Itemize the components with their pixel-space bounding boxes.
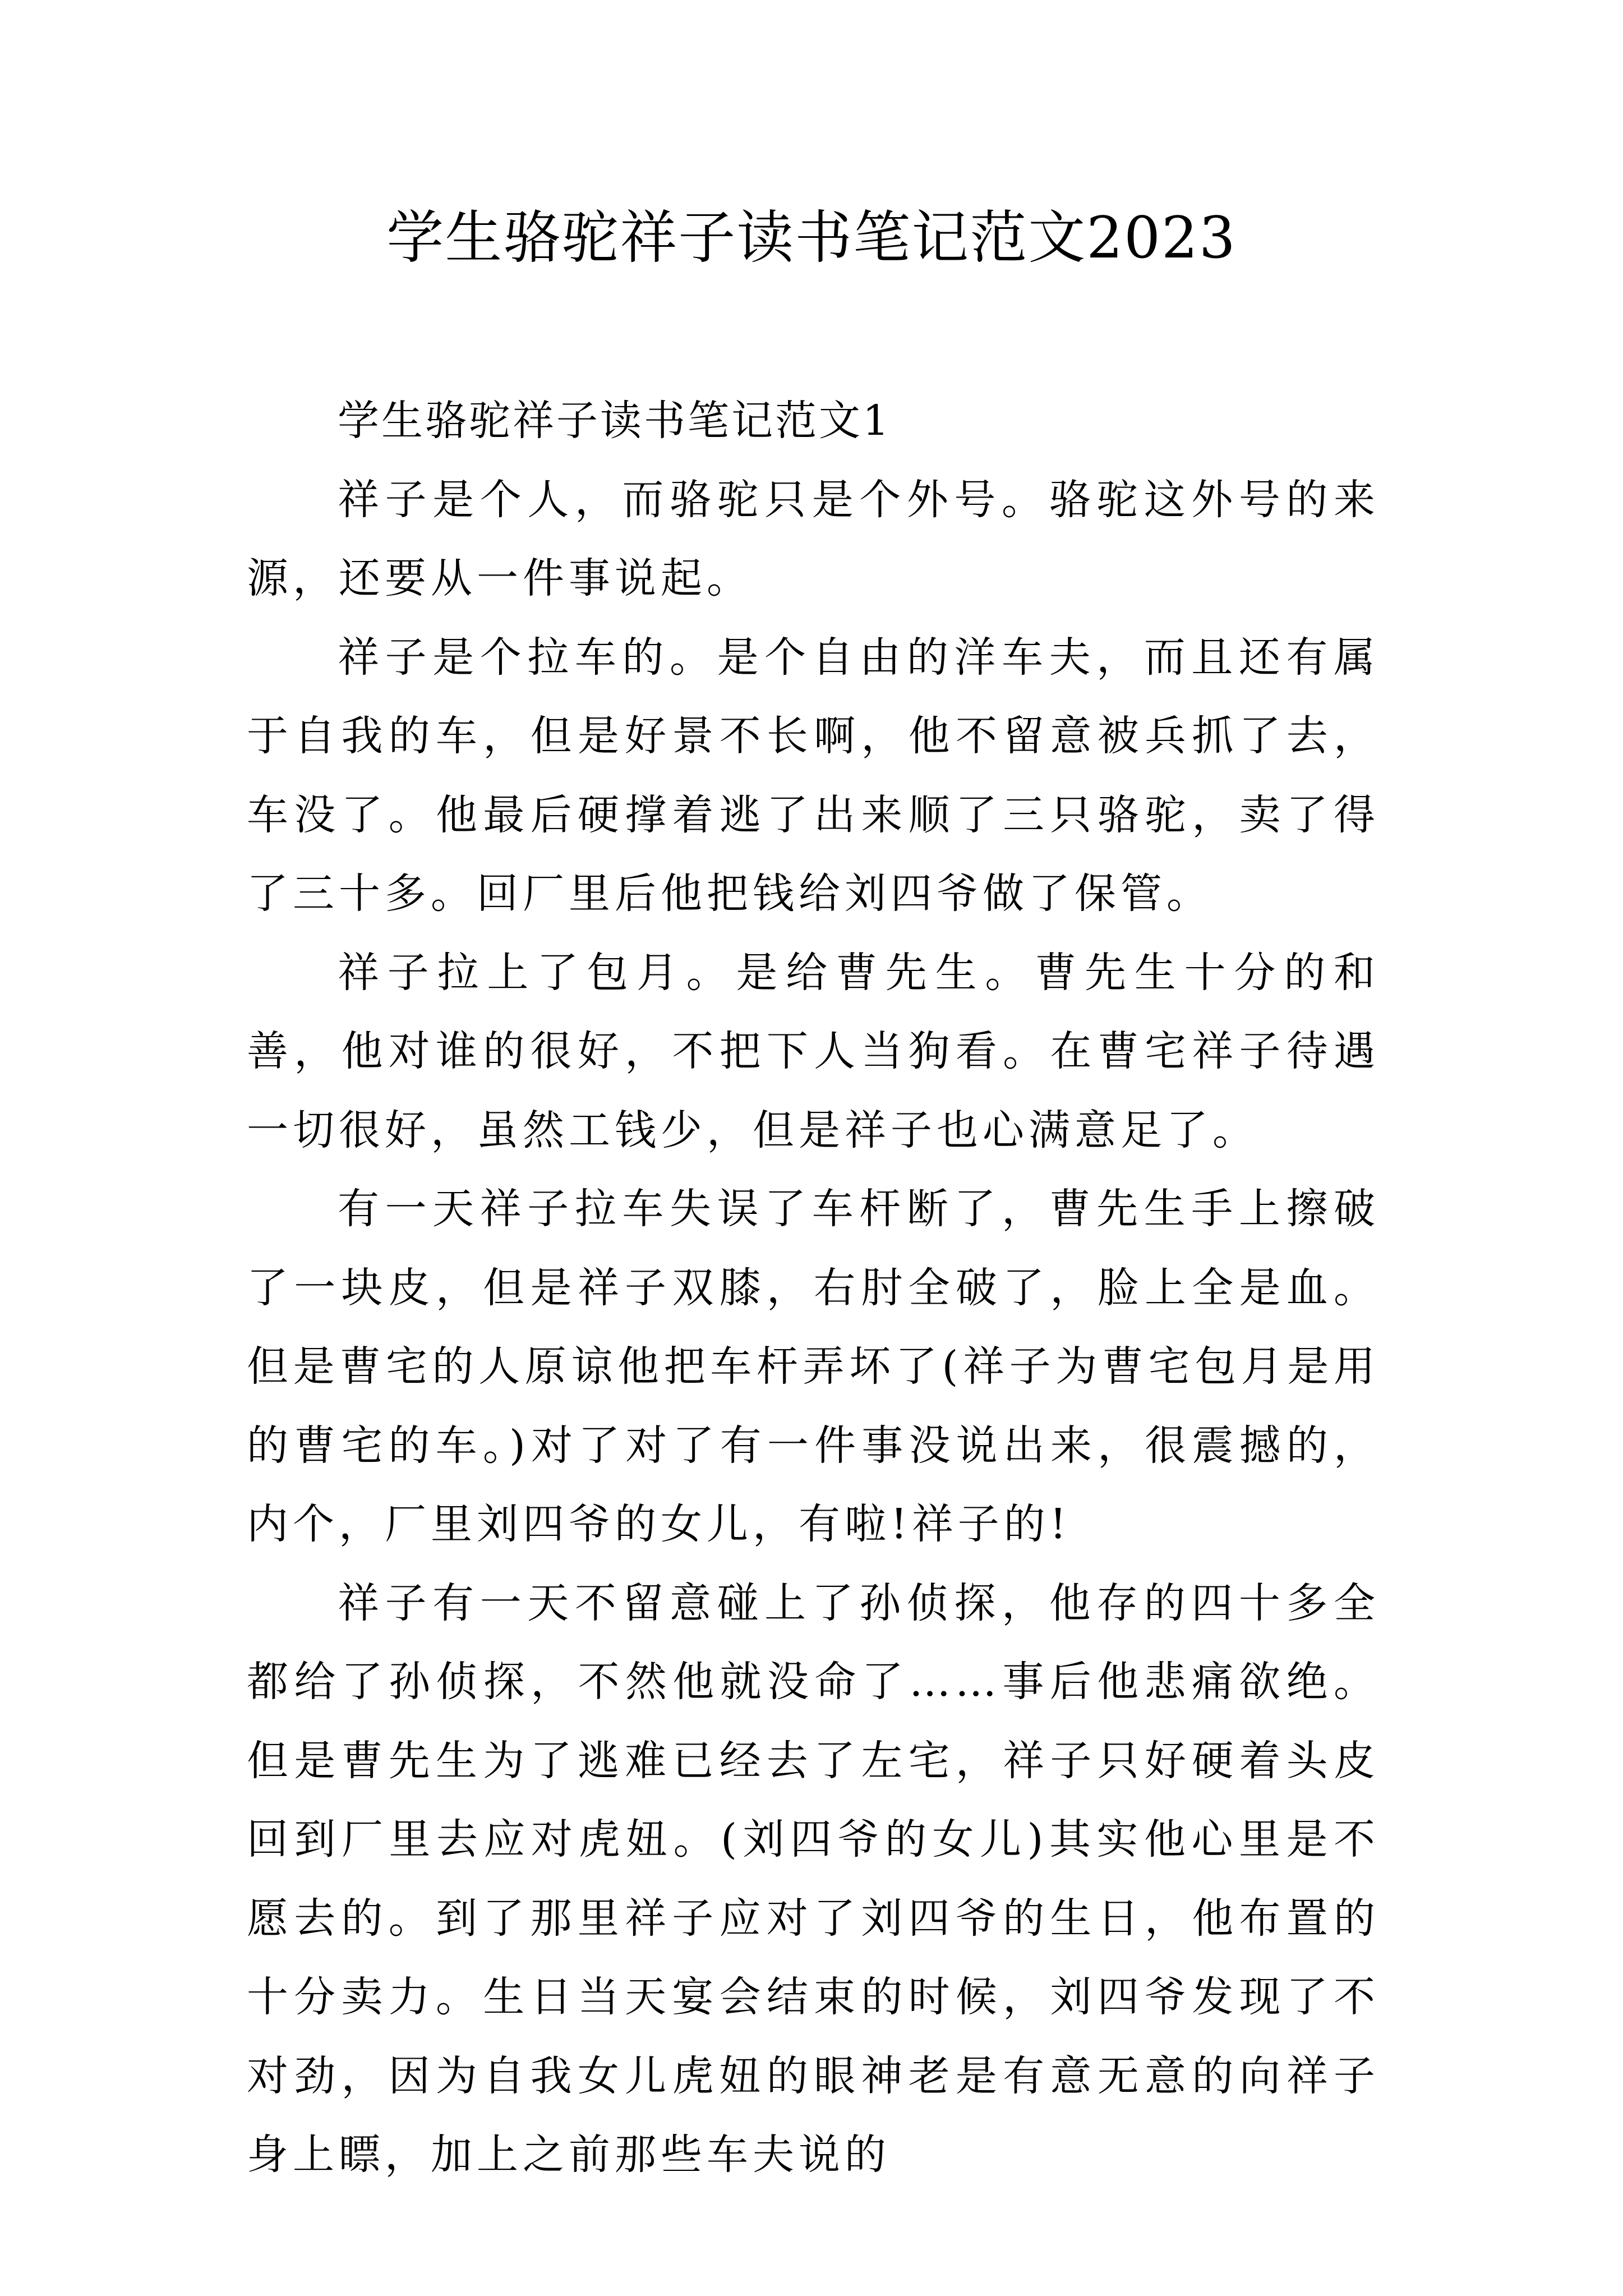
section-heading: 学生骆驼祥子读书笔记范文1 [338,397,892,445]
document-title: 学生骆驼祥子读书笔记范文2023 [386,205,1237,272]
paragraph: 祥子是个拉车的。是个自由的洋车夫，而且还有属于自我的车，但是好景不长啊，他不留意被兵抓了去，车没了。他最后硬撑着逃了出来顺了三只骆驼，卖了得了三十多。回厂里后他把钱给刘四爷做了保管。 [247,633,1380,918]
paragraph: 有一天祥子拉车失误了车杆断了，曹先生手上擦破了一块皮，但是祥子双膝，右肘全破了，脸上全是血。但是曹宅的人原谅他把车杆弄坏了(祥子为曹宅包月是用的曹宅的车。)对了对了有一件事没说出来，很震撼的，内个，厂里刘四爷的女儿，有啦!祥子的! [247,1185,1380,1548]
paragraph: 祥子是个人，而骆驼只是个外号。骆驼这外号的来源，还要从一件事说起。 [247,475,1380,602]
paragraph: 祥子有一天不留意碰上了孙侦探，他存的四十多全都给了孙侦探，不然他就没命了……事后他悲痛欲绝。但是曹先生为了逃难已经去了左宅，祥子只好硬着头皮回到厂里去应对虎妞。(刘四爷的女儿)其实他心里是不愿去的。到了那里祥子应对了刘四爷的生日，他布置的十分卖力。生日当天宴会结束的时候，刘四爷发现了不对劲，因为自我女儿虎妞的眼神老是有意无意的向祥子身上瞟，加上之前那些车夫说的 [247,1579,1380,2179]
paragraph: 祥子拉上了包月。是给曹先生。曹先生十分的和善，他对谁的很好，不把下人当狗看。在曹宅祥子待遇一切很好，虽然工钱少，但是祥子也心满意足了。 [247,948,1380,1154]
document-body [247,381,1380,2194]
